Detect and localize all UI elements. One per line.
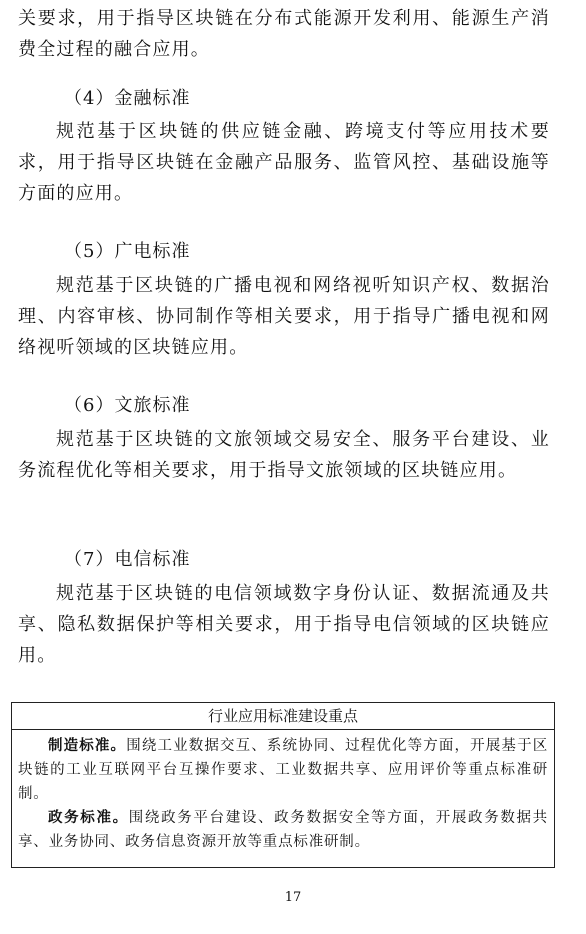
- paragraph-tourism-standard: 规范基于区块链的文旅领域交易安全、服务平台建设、业务流程优化等相关要求，用于指导文旅领域的区块链应用。: [18, 429, 550, 481]
- heading-telecom-standard: （7）电信标准: [64, 549, 191, 570]
- paragraph-telecom-standard: 规范基于区块链的电信领域数字身份认证、数据流通及共享、隐私数据保护等相关要求，用于指导电信领域的区块链应用。: [18, 583, 550, 666]
- box-item-text: 围绕政务平台建设、政务数据安全等方面，开展政务数据共享、业务协同、政务信息资源开放等重点标准研制。: [18, 810, 548, 850]
- heading-finance-standard: （4）金融标准: [64, 88, 191, 109]
- heading-broadcast-standard: （5）广电标准: [64, 241, 191, 262]
- paragraph-energy-continued: 关要求，用于指导区块链在分布式能源开发利用、能源生产消费全过程的融合应用。: [18, 8, 550, 60]
- page-number: 17: [284, 890, 302, 905]
- box-item-term: 制造标准。: [48, 737, 127, 754]
- box-item-term: 政务标准。: [48, 809, 129, 826]
- box-item-text: 围绕工业数据交互、系统协同、过程优化等方面，开展基于区块链的工业互联网平台互操作要求、工业数据共享、应用评价等重点标准研制。: [18, 738, 548, 802]
- box-title: 行业应用标准建设重点: [12, 703, 554, 730]
- box-item-manufacturing: [18, 734, 548, 806]
- paragraph-broadcast-standard: 规范基于区块链的广播电视和网络视听知识产权、数据治理、内容审核、协同制作等相关要求，用于指导广播电视和网络视听领域的区块链应用。: [18, 275, 550, 358]
- box-body: [12, 730, 554, 854]
- box-item-government: [18, 806, 548, 854]
- key-points-box: [11, 702, 555, 868]
- paragraph-finance-standard: 规范基于区块链的供应链金融、跨境支付等应用技术要求，用于指导区块链在金融产品服务、监管风控、基础设施等方面的应用。: [18, 121, 550, 204]
- heading-tourism-standard: （6）文旅标准: [64, 395, 191, 416]
